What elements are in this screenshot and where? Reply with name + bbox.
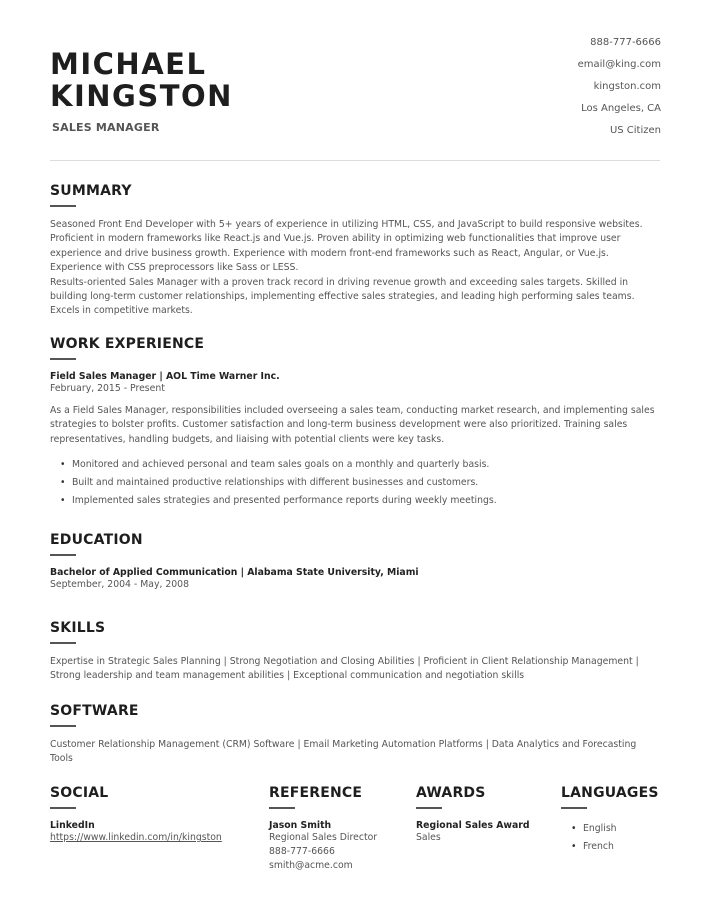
candidate-name: [50, 48, 233, 112]
skills-line-2: Strong leadership and team management abilities | Exceptional communication and negotiation skills: [50, 670, 525, 682]
heading-underline: [50, 205, 76, 207]
languages-section: [561, 784, 671, 856]
contact-phone: 888-777-6666: [590, 37, 661, 48]
degree-title: Bachelor of Applied Communication | Alabama State University, Miami: [50, 567, 419, 578]
contact-email: email@king.com: [577, 59, 661, 70]
list-item: • French: [571, 838, 671, 856]
languages-heading: LANGUAGES: [561, 785, 659, 801]
job-title: Field Sales Manager | AOL Time Warner Inc.: [50, 371, 280, 382]
reference-phone: 888-777-6666: [269, 846, 335, 857]
list-item: • Implemented sales strategies and presented performance reports during weekly meetings.: [64, 492, 662, 510]
reference-name: Jason Smith: [269, 820, 332, 831]
list-item: • English: [571, 820, 671, 838]
social-section: [50, 784, 250, 845]
contact-location: Los Angeles, CA: [581, 103, 661, 114]
name-last: KINGSTON: [50, 79, 233, 113]
reference-heading: REFERENCE: [269, 785, 363, 801]
heading-underline: [50, 725, 76, 727]
heading-underline: [50, 807, 76, 809]
social-label: LinkedIn: [50, 820, 95, 831]
skills-line-1: Expertise in Strategic Sales Planning | Strong Negotiation and Closing Abilities | Proficient in Client Relationship Management |: [50, 656, 639, 667]
social-heading: SOCIAL: [50, 785, 109, 801]
software-heading: SOFTWARE: [50, 703, 139, 719]
education-heading: EDUCATION: [50, 532, 143, 548]
linkedin-link[interactable]: https://www.linkedin.com/in/kingston: [50, 832, 222, 843]
list-item: • Monitored and achieved personal and team sales goals on a monthly and quarterly basis.: [64, 456, 662, 474]
awards-heading: AWARDS: [416, 785, 486, 801]
job-description: As a Field Sales Manager, responsibilities included overseeing a sales team, conducting market research, and implementing sales strategies to bolster profits. Customer satisfaction and long-term business development were also prioritized. Training sales representatives, handling budgets, and liaising with potential clients were key tasks.: [50, 405, 655, 445]
job-dates: February, 2015 - Present: [50, 383, 165, 394]
heading-underline: [561, 807, 587, 809]
list-item: • Built and maintained productive relationships with different businesses and customers.: [64, 474, 662, 492]
awards-section: [416, 784, 556, 845]
name-first: MICHAEL: [50, 47, 207, 81]
reference-section: [269, 784, 409, 873]
degree-dates: September, 2004 - May, 2008: [50, 579, 190, 590]
languages-list: [561, 820, 671, 856]
education-section: [50, 531, 662, 600]
work-section: [50, 335, 662, 510]
contact-citizenship: US Citizen: [609, 125, 661, 136]
software-list: Customer Relationship Management (CRM) Software | Email Marketing Automation Platforms | Data Analytics and Forecasting Tools: [50, 739, 637, 765]
contact-block: [578, 36, 661, 146]
contact-website: kingston.com: [593, 81, 661, 92]
heading-underline: [269, 807, 295, 809]
award-category: Sales: [416, 832, 441, 843]
candidate-role: SALES MANAGER: [52, 121, 160, 134]
award-title: Regional Sales Award: [416, 820, 530, 831]
skills-section: [50, 619, 662, 684]
summary-paragraph-1: Seasoned Front End Developer with 5+ years of experience in utilizing HTML, CSS, and JavaScript to build responsive websites. Proficient in modern frameworks like React.js and Vue.js. Proven ability in optimizing web functionalities that improve user experience and drive business growth. Experience with modern front-end frameworks such as React, Angular, or Vue.js. Experience with CSS preprocessors like Sass or LESS.: [50, 219, 643, 274]
heading-underline: [50, 554, 76, 556]
job-bullets: [50, 456, 662, 510]
skills-heading: SKILLS: [50, 620, 106, 636]
software-section: [50, 702, 662, 767]
work-heading: WORK EXPERIENCE: [50, 336, 205, 352]
summary-section: [50, 182, 662, 319]
summary-heading: SUMMARY: [50, 183, 132, 199]
reference-email: smith@acme.com: [269, 860, 353, 871]
header-divider: [50, 160, 660, 161]
heading-underline: [50, 642, 76, 644]
summary-paragraph-2: Results-oriented Sales Manager with a proven track record in driving revenue growth and exceeding sales targets. Skilled in building long-term customer relationships, implementing effective sales strategies, and leading high performing sales teams. Excels in competitive markets.: [50, 276, 635, 317]
reference-title: Regional Sales Director: [269, 832, 378, 843]
heading-underline: [416, 807, 442, 809]
heading-underline: [50, 358, 76, 360]
